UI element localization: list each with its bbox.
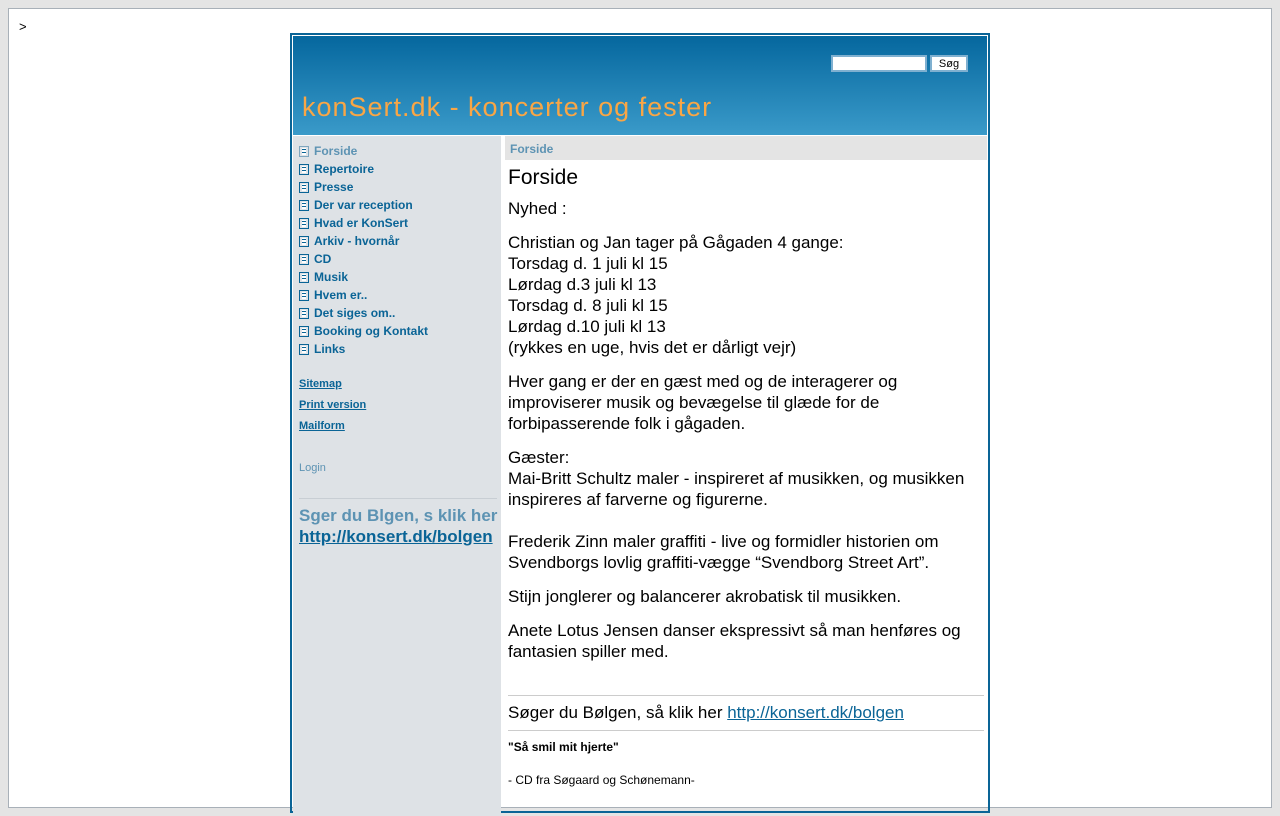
nav-item-label: Forside — [314, 144, 358, 158]
nav-item-det-siges-om[interactable] — [299, 304, 501, 322]
page-icon — [299, 146, 309, 157]
page-icon — [299, 236, 309, 247]
cd-subtitle: - CD fra Søgaard og Schønemann- — [508, 773, 695, 787]
sidebar-promo — [299, 505, 501, 547]
guests-block — [508, 447, 984, 573]
date-line: Lørdag d.10 juli kl 13 — [508, 317, 666, 336]
site-container — [290, 33, 990, 813]
nav-item-hvem-er[interactable] — [299, 286, 501, 304]
nav-item-presse[interactable] — [299, 178, 501, 196]
nav-item-label: Arkiv - hvornår — [314, 234, 400, 248]
nav-item-cd[interactable] — [299, 250, 501, 268]
nav-item-label: CD — [314, 252, 332, 266]
nav-item-label: Repertoire — [314, 162, 375, 176]
main-content — [505, 136, 987, 791]
page-icon — [299, 326, 309, 337]
nav-item-booking-og-kontakt[interactable] — [299, 322, 501, 340]
date-line: Christian og Jan tager på Gågaden 4 gange: — [508, 233, 844, 252]
page-icon — [299, 254, 309, 265]
nav-item-repertoire[interactable] — [299, 160, 501, 178]
pages-icon — [299, 182, 309, 193]
page-icon — [299, 218, 309, 229]
paragraph: Hver gang er der en gæst med og de interagerer og improviserer musik og bevægelse til glæde for de forbipasserende folk i gågaden. — [508, 372, 898, 433]
page-icon — [299, 200, 309, 211]
date-line: Torsdag d. 8 juli kl 15 — [508, 296, 668, 315]
print-version-link[interactable]: Print version — [299, 399, 367, 411]
prefix-text: > — [19, 19, 27, 34]
guests-label: Gæster: — [508, 448, 570, 467]
page-icon — [299, 344, 309, 355]
nav-item-links[interactable] — [299, 340, 501, 358]
promo-link[interactable]: http://konsert.dk/bolgen — [299, 527, 493, 546]
nav-item-label: Hvad er KonSert — [314, 216, 409, 230]
date-line: (rykkes en uge, hvis det er dårligt vejr) — [508, 338, 797, 357]
bolgen-link[interactable]: http://konsert.dk/bolgen — [727, 703, 904, 722]
nav-item-hvad-er-konsert[interactable] — [299, 214, 501, 232]
page-icon — [299, 272, 309, 283]
nav-item-label: Det siges om.. — [314, 306, 396, 320]
site-title: konSert.dk - koncerter og fester — [302, 92, 713, 122]
mailform-link[interactable]: Mailform — [299, 420, 345, 432]
guest-item: Mai-Britt Schultz maler - inspireret af musikken, og musikken inspireres af farverne og figurerne. — [508, 469, 965, 509]
nav-item-label: Der var reception — [314, 198, 413, 212]
sidebar — [293, 136, 501, 816]
promo-text: Søger du Bølgen, så klik her — [508, 703, 728, 722]
nav-item-label: Musik — [314, 270, 349, 284]
nav-item-label: Booking og Kontakt — [314, 324, 428, 338]
nav-menu — [299, 142, 501, 358]
breadcrumb[interactable]: Forside — [505, 136, 987, 160]
divider — [299, 498, 497, 499]
divider — [508, 730, 984, 731]
nav-item-forside[interactable] — [299, 142, 501, 160]
header — [293, 36, 987, 135]
nav-item-label: Links — [314, 342, 346, 356]
search-input[interactable] — [831, 55, 927, 72]
news-label: Nyhed : — [508, 199, 567, 218]
pages-icon — [299, 308, 309, 319]
nav-item-label: Hvem er.. — [314, 288, 368, 302]
promo-text: Sger du Blgen, s klik her — [299, 506, 498, 525]
promo-line — [508, 696, 984, 730]
login-link[interactable]: Login — [299, 462, 326, 474]
date-line: Lørdag d.3 juli kl 13 — [508, 275, 657, 294]
nav-item-label: Presse — [314, 180, 354, 194]
nav-item-musik[interactable] — [299, 268, 501, 286]
page-title: Forside — [508, 166, 579, 189]
paragraph: Anete Lotus Jensen danser ekspressivt så man henføres og fantasien spiller med. — [508, 621, 961, 661]
sitemap-link[interactable]: Sitemap — [299, 378, 342, 390]
paragraph: Stijn jonglerer og balancerer akrobatisk til musikken. — [508, 587, 902, 606]
guest-item: Frederik Zinn maler graffiti - live og formidler historien om Svendborgs lovlig graffiti-vægge “Svendborg Street Art”. — [508, 532, 939, 572]
page-frame — [8, 8, 1272, 808]
dates-block — [508, 232, 984, 358]
nav-item-arkiv-hvorn-r[interactable] — [299, 232, 501, 250]
nav-item-der-var-reception[interactable] — [299, 196, 501, 214]
search-button[interactable]: Søg — [930, 55, 968, 72]
page-icon — [299, 164, 309, 175]
cd-title: "Så smil mit hjerte" — [508, 740, 619, 754]
date-line: Torsdag d. 1 juli kl 15 — [508, 254, 668, 273]
pages-icon — [299, 290, 309, 301]
